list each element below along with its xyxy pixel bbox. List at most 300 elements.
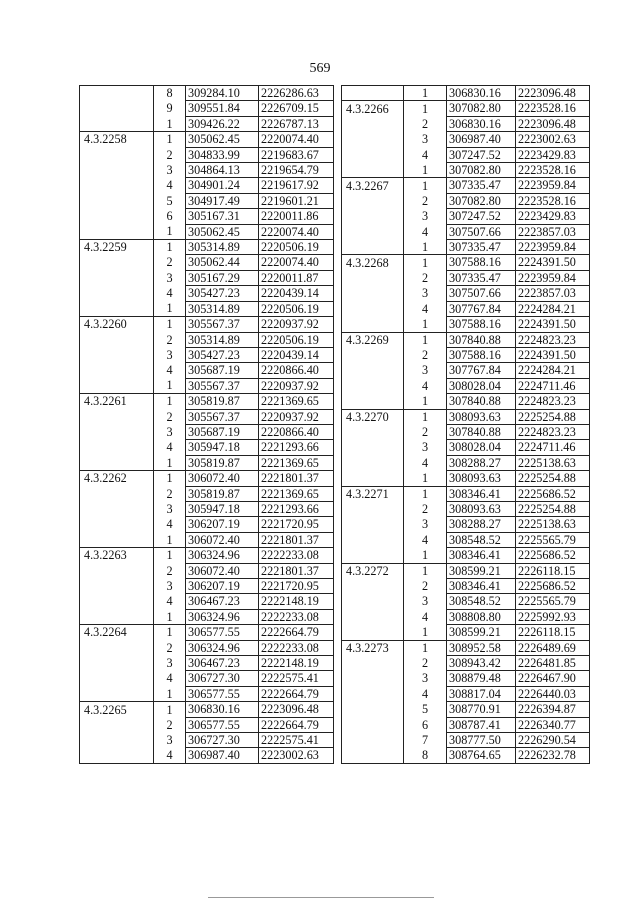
parcel-id-cell	[342, 455, 404, 470]
page-number: 569	[309, 61, 331, 76]
table-row	[80, 209, 334, 224]
point-number-cell: 1	[154, 455, 186, 470]
x-coordinate-cell: 305427.23	[186, 347, 259, 362]
point-number-cell: 8	[154, 86, 186, 101]
point-number-cell: 1	[404, 563, 447, 578]
parcel-id-cell	[80, 748, 154, 763]
parcel-id-cell	[342, 702, 404, 717]
point-number-cell: 2	[404, 193, 447, 208]
parcel-id-cell: 4.3.2259	[80, 240, 154, 255]
y-coordinate-cell: 2221369.65	[259, 394, 334, 409]
parcel-id-cell	[80, 517, 154, 532]
table-row	[342, 317, 590, 332]
x-coordinate-cell: 305819.87	[186, 455, 259, 470]
y-coordinate-cell: 2226467.90	[516, 671, 590, 686]
x-coordinate-cell: 308808.80	[447, 609, 516, 624]
table-row	[80, 671, 334, 686]
x-coordinate-cell: 308952.58	[447, 640, 516, 655]
table-row	[80, 255, 334, 270]
y-coordinate-cell: 2221293.66	[259, 501, 334, 516]
y-coordinate-cell: 2224711.46	[516, 440, 590, 455]
parcel-id-cell	[342, 501, 404, 516]
parcel-id-cell	[80, 193, 154, 208]
x-coordinate-cell: 305819.87	[186, 394, 259, 409]
point-number-cell: 3	[404, 594, 447, 609]
parcel-id-cell	[342, 301, 404, 316]
parcel-id-cell	[342, 317, 404, 332]
parcel-id-cell	[80, 455, 154, 470]
point-number-cell: 1	[404, 640, 447, 655]
table-row	[342, 594, 590, 609]
parcel-id-cell	[342, 671, 404, 686]
table-row	[342, 532, 590, 547]
table-row	[342, 671, 590, 686]
parcel-id-cell	[342, 209, 404, 224]
parcel-id-cell	[342, 86, 404, 101]
table-row	[80, 471, 334, 486]
x-coordinate-cell: 308777.50	[447, 733, 516, 748]
point-number-cell: 1	[154, 548, 186, 563]
point-number-cell: 3	[154, 347, 186, 362]
y-coordinate-cell: 2223002.63	[259, 748, 334, 763]
parcel-id-cell	[342, 286, 404, 301]
table-row	[342, 548, 590, 563]
table-row	[342, 501, 590, 516]
y-coordinate-cell: 2220074.40	[259, 224, 334, 239]
parcel-id-cell	[80, 656, 154, 671]
table-row	[342, 86, 590, 101]
table-row	[80, 440, 334, 455]
point-number-cell: 1	[154, 609, 186, 624]
table-row	[342, 378, 590, 393]
x-coordinate-cell: 306467.23	[186, 594, 259, 609]
y-coordinate-cell: 2225138.63	[516, 455, 590, 470]
parcel-id-cell	[342, 240, 404, 255]
table-row	[342, 440, 590, 455]
x-coordinate-cell: 306577.55	[186, 686, 259, 701]
x-coordinate-cell: 308288.27	[447, 455, 516, 470]
y-coordinate-cell: 2220011.86	[259, 209, 334, 224]
y-coordinate-cell: 2223959.84	[516, 178, 590, 193]
point-number-cell: 4	[154, 671, 186, 686]
table-row	[342, 486, 590, 501]
y-coordinate-cell: 2226290.54	[516, 733, 590, 748]
x-coordinate-cell: 305167.29	[186, 270, 259, 285]
point-number-cell: 1	[404, 625, 447, 640]
y-coordinate-cell: 2223096.48	[259, 702, 334, 717]
parcel-id-cell	[80, 86, 154, 101]
parcel-id-cell	[80, 440, 154, 455]
x-coordinate-cell: 305819.87	[186, 486, 259, 501]
parcel-id-cell	[342, 116, 404, 131]
point-number-cell: 4	[154, 594, 186, 609]
footer-rule	[208, 897, 434, 898]
y-coordinate-cell: 2223429.83	[516, 147, 590, 162]
x-coordinate-cell: 306207.19	[186, 579, 259, 594]
table-row	[342, 193, 590, 208]
point-number-cell: 1	[404, 332, 447, 347]
point-number-cell: 1	[154, 240, 186, 255]
point-number-cell: 1	[154, 132, 186, 147]
point-number-cell: 1	[154, 224, 186, 239]
x-coordinate-cell: 306324.96	[186, 640, 259, 655]
point-number-cell: 1	[154, 378, 186, 393]
parcel-id-cell	[342, 163, 404, 178]
point-number-cell: 6	[154, 209, 186, 224]
point-number-cell: 1	[154, 394, 186, 409]
table-row	[342, 270, 590, 285]
table-row	[342, 116, 590, 131]
table-row	[80, 240, 334, 255]
y-coordinate-cell: 2223959.84	[516, 240, 590, 255]
parcel-id-cell	[342, 717, 404, 732]
x-coordinate-cell: 308770.91	[447, 702, 516, 717]
parcel-id-cell	[80, 378, 154, 393]
x-coordinate-cell: 307767.84	[447, 301, 516, 316]
table-row	[80, 116, 334, 131]
x-coordinate-cell: 307588.16	[447, 347, 516, 362]
table-row	[80, 286, 334, 301]
parcel-id-cell: 4.3.2258	[80, 132, 154, 147]
point-number-cell: 4	[154, 178, 186, 193]
x-coordinate-cell: 305947.18	[186, 440, 259, 455]
point-number-cell: 2	[404, 501, 447, 516]
parcel-id-cell	[342, 548, 404, 563]
y-coordinate-cell: 2223528.16	[516, 193, 590, 208]
x-coordinate-cell: 307335.47	[447, 270, 516, 285]
point-number-cell: 9	[154, 101, 186, 116]
y-coordinate-cell: 2220937.92	[259, 317, 334, 332]
table-row	[80, 394, 334, 409]
y-coordinate-cell: 2222664.79	[259, 717, 334, 732]
parcel-id-cell	[80, 609, 154, 624]
parcel-id-cell	[80, 163, 154, 178]
parcel-id-cell	[342, 270, 404, 285]
x-coordinate-cell: 306577.55	[186, 717, 259, 732]
y-coordinate-cell: 2221293.66	[259, 440, 334, 455]
parcel-id-cell	[80, 671, 154, 686]
parcel-id-cell	[80, 363, 154, 378]
y-coordinate-cell: 2222575.41	[259, 671, 334, 686]
point-number-cell: 1	[404, 394, 447, 409]
point-number-cell: 5	[404, 702, 447, 717]
y-coordinate-cell: 2226787.13	[259, 116, 334, 131]
parcel-id-cell	[342, 656, 404, 671]
x-coordinate-cell: 307247.52	[447, 147, 516, 162]
table-row	[342, 733, 590, 748]
point-number-cell: 1	[404, 178, 447, 193]
parcel-id-cell: 4.3.2267	[342, 178, 404, 193]
point-number-cell: 3	[404, 209, 447, 224]
y-coordinate-cell: 2223002.63	[516, 132, 590, 147]
y-coordinate-cell: 2220506.19	[259, 332, 334, 347]
x-coordinate-cell: 308093.63	[447, 471, 516, 486]
x-coordinate-cell: 306207.19	[186, 517, 259, 532]
y-coordinate-cell: 2221720.95	[259, 579, 334, 594]
y-coordinate-cell: 2223528.16	[516, 101, 590, 116]
x-coordinate-cell: 306577.55	[186, 625, 259, 640]
point-number-cell: 4	[154, 440, 186, 455]
parcel-id-cell	[342, 347, 404, 362]
x-coordinate-cell: 305167.31	[186, 209, 259, 224]
table-row	[342, 132, 590, 147]
y-coordinate-cell: 2219654.79	[259, 163, 334, 178]
table-row	[80, 717, 334, 732]
point-number-cell: 1	[404, 163, 447, 178]
y-coordinate-cell: 2226489.69	[516, 640, 590, 655]
x-coordinate-cell: 308028.04	[447, 440, 516, 455]
y-coordinate-cell: 2225686.52	[516, 579, 590, 594]
y-coordinate-cell: 2225565.79	[516, 594, 590, 609]
y-coordinate-cell: 2221801.37	[259, 563, 334, 578]
y-coordinate-cell: 2221369.65	[259, 455, 334, 470]
point-number-cell: 4	[404, 686, 447, 701]
x-coordinate-cell: 305947.18	[186, 501, 259, 516]
parcel-id-cell	[80, 424, 154, 439]
parcel-id-cell	[342, 424, 404, 439]
y-coordinate-cell: 2220506.19	[259, 301, 334, 316]
point-number-cell: 4	[404, 609, 447, 624]
y-coordinate-cell: 2219601.21	[259, 193, 334, 208]
table-row	[342, 424, 590, 439]
y-coordinate-cell: 2223857.03	[516, 286, 590, 301]
parcel-id-cell: 4.3.2261	[80, 394, 154, 409]
point-number-cell: 3	[404, 517, 447, 532]
parcel-id-cell	[80, 579, 154, 594]
x-coordinate-cell: 305687.19	[186, 363, 259, 378]
x-coordinate-cell: 308787.41	[447, 717, 516, 732]
point-number-cell: 4	[404, 301, 447, 316]
parcel-id-cell	[80, 501, 154, 516]
parcel-id-cell	[80, 532, 154, 547]
x-coordinate-cell: 308346.41	[447, 548, 516, 563]
x-coordinate-cell: 306324.96	[186, 548, 259, 563]
parcel-id-cell	[80, 224, 154, 239]
table-row	[80, 748, 334, 763]
table-row	[342, 286, 590, 301]
point-number-cell: 4	[404, 147, 447, 162]
point-number-cell: 4	[154, 286, 186, 301]
table-row	[342, 347, 590, 362]
table-row	[80, 424, 334, 439]
x-coordinate-cell: 307082.80	[447, 101, 516, 116]
parcel-id-cell	[342, 471, 404, 486]
point-number-cell: 1	[404, 255, 447, 270]
point-number-cell: 3	[154, 501, 186, 516]
table-row	[80, 486, 334, 501]
table-row	[342, 686, 590, 701]
y-coordinate-cell: 2224391.50	[516, 347, 590, 362]
parcel-id-cell	[342, 193, 404, 208]
y-coordinate-cell: 2226118.15	[516, 563, 590, 578]
y-coordinate-cell: 2222233.08	[259, 640, 334, 655]
point-number-cell: 2	[154, 486, 186, 501]
y-coordinate-cell: 2223096.48	[516, 86, 590, 101]
y-coordinate-cell: 2221720.95	[259, 517, 334, 532]
parcel-id-cell	[80, 147, 154, 162]
y-coordinate-cell: 2224391.50	[516, 317, 590, 332]
y-coordinate-cell: 2220937.92	[259, 409, 334, 424]
parcel-id-cell: 4.3.2265	[80, 702, 154, 717]
y-coordinate-cell: 2224284.21	[516, 363, 590, 378]
y-coordinate-cell: 2221801.37	[259, 532, 334, 547]
parcel-id-cell: 4.3.2272	[342, 563, 404, 578]
x-coordinate-cell: 308548.52	[447, 532, 516, 547]
point-number-cell: 2	[154, 409, 186, 424]
point-number-cell: 2	[154, 640, 186, 655]
table-row	[342, 147, 590, 162]
point-number-cell: 4	[154, 517, 186, 532]
parcel-id-cell: 4.3.2271	[342, 486, 404, 501]
x-coordinate-cell: 307335.47	[447, 178, 516, 193]
point-number-cell: 3	[404, 363, 447, 378]
y-coordinate-cell: 2221801.37	[259, 471, 334, 486]
x-coordinate-cell: 308599.21	[447, 563, 516, 578]
y-coordinate-cell: 2225254.88	[516, 409, 590, 424]
y-coordinate-cell: 2222148.19	[259, 656, 334, 671]
y-coordinate-cell: 2224823.23	[516, 332, 590, 347]
y-coordinate-cell: 2220937.92	[259, 378, 334, 393]
point-number-cell: 3	[404, 440, 447, 455]
y-coordinate-cell: 2224284.21	[516, 301, 590, 316]
table-row	[80, 332, 334, 347]
table-row	[342, 625, 590, 640]
point-number-cell: 5	[154, 193, 186, 208]
point-number-cell: 3	[154, 270, 186, 285]
table-row	[80, 101, 334, 116]
parcel-id-cell	[342, 132, 404, 147]
table-row	[80, 702, 334, 717]
parcel-id-cell	[80, 209, 154, 224]
x-coordinate-cell: 306072.40	[186, 563, 259, 578]
y-coordinate-cell: 2225254.88	[516, 471, 590, 486]
x-coordinate-cell: 305567.37	[186, 317, 259, 332]
parcel-id-cell	[80, 563, 154, 578]
x-coordinate-cell: 306727.30	[186, 733, 259, 748]
y-coordinate-cell: 2223857.03	[516, 224, 590, 239]
point-number-cell: 2	[404, 116, 447, 131]
y-coordinate-cell: 2226709.15	[259, 101, 334, 116]
parcel-id-cell	[80, 255, 154, 270]
point-number-cell: 4	[404, 378, 447, 393]
parcel-id-cell	[342, 378, 404, 393]
parcel-id-cell: 4.3.2269	[342, 332, 404, 347]
x-coordinate-cell: 306987.40	[447, 132, 516, 147]
table-row	[80, 86, 334, 101]
x-coordinate-cell: 305314.89	[186, 301, 259, 316]
y-coordinate-cell: 2226481.85	[516, 656, 590, 671]
y-coordinate-cell: 2226340.77	[516, 717, 590, 732]
x-coordinate-cell: 304901.24	[186, 178, 259, 193]
x-coordinate-cell: 305427.23	[186, 286, 259, 301]
x-coordinate-cell: 307588.16	[447, 255, 516, 270]
table-row	[342, 363, 590, 378]
table-row	[342, 255, 590, 270]
table-row	[80, 317, 334, 332]
parcel-id-cell	[80, 101, 154, 116]
table-row	[342, 240, 590, 255]
x-coordinate-cell: 306830.16	[447, 116, 516, 131]
table-row	[80, 224, 334, 239]
y-coordinate-cell: 2223096.48	[516, 116, 590, 131]
table-row	[342, 163, 590, 178]
parcel-id-cell	[342, 748, 404, 763]
x-coordinate-cell: 307507.66	[447, 286, 516, 301]
table-row	[80, 640, 334, 655]
y-coordinate-cell: 2223959.84	[516, 270, 590, 285]
x-coordinate-cell: 305062.45	[186, 132, 259, 147]
parcel-id-cell	[342, 625, 404, 640]
y-coordinate-cell: 2224711.46	[516, 378, 590, 393]
table-row	[342, 332, 590, 347]
y-coordinate-cell: 2222148.19	[259, 594, 334, 609]
x-coordinate-cell: 305687.19	[186, 424, 259, 439]
point-number-cell: 4	[404, 532, 447, 547]
parcel-id-cell: 4.3.2268	[342, 255, 404, 270]
parcel-id-cell	[342, 440, 404, 455]
table-row	[342, 455, 590, 470]
x-coordinate-cell: 306727.30	[186, 671, 259, 686]
y-coordinate-cell: 2220439.14	[259, 347, 334, 362]
point-number-cell: 1	[404, 409, 447, 424]
y-coordinate-cell: 2222233.08	[259, 548, 334, 563]
x-coordinate-cell: 307840.88	[447, 424, 516, 439]
point-number-cell: 1	[154, 301, 186, 316]
parcel-id-cell	[342, 733, 404, 748]
x-coordinate-cell: 305314.89	[186, 240, 259, 255]
x-coordinate-cell: 307840.88	[447, 332, 516, 347]
table-row	[80, 532, 334, 547]
parcel-id-cell	[342, 394, 404, 409]
table-row	[80, 178, 334, 193]
parcel-id-cell	[342, 147, 404, 162]
y-coordinate-cell: 2224823.23	[516, 394, 590, 409]
point-number-cell: 1	[154, 702, 186, 717]
x-coordinate-cell: 309426.22	[186, 116, 259, 131]
y-coordinate-cell: 2220074.40	[259, 132, 334, 147]
parcel-id-cell	[80, 686, 154, 701]
x-coordinate-cell: 307335.47	[447, 240, 516, 255]
point-number-cell: 4	[154, 748, 186, 763]
x-coordinate-cell: 306324.96	[186, 609, 259, 624]
x-coordinate-cell: 306830.16	[186, 702, 259, 717]
y-coordinate-cell: 2225254.88	[516, 501, 590, 516]
point-number-cell: 4	[154, 363, 186, 378]
x-coordinate-cell: 307082.80	[447, 163, 516, 178]
table-row	[342, 394, 590, 409]
table-row	[342, 471, 590, 486]
point-number-cell: 2	[154, 563, 186, 578]
table-row	[80, 656, 334, 671]
point-number-cell: 6	[404, 717, 447, 732]
parcel-id-cell: 4.3.2263	[80, 548, 154, 563]
x-coordinate-cell: 306072.40	[186, 471, 259, 486]
table-row	[80, 163, 334, 178]
table-row	[80, 548, 334, 563]
y-coordinate-cell: 2226118.15	[516, 625, 590, 640]
y-coordinate-cell: 2222664.79	[259, 686, 334, 701]
point-number-cell: 1	[154, 471, 186, 486]
point-number-cell: 1	[404, 548, 447, 563]
parcel-id-cell: 4.3.2266	[342, 101, 404, 116]
table-row	[80, 132, 334, 147]
table-row	[342, 609, 590, 624]
table-row	[80, 517, 334, 532]
y-coordinate-cell: 2225686.52	[516, 486, 590, 501]
x-coordinate-cell: 306072.40	[186, 532, 259, 547]
parcel-id-cell: 4.3.2260	[80, 317, 154, 332]
table-row	[80, 363, 334, 378]
